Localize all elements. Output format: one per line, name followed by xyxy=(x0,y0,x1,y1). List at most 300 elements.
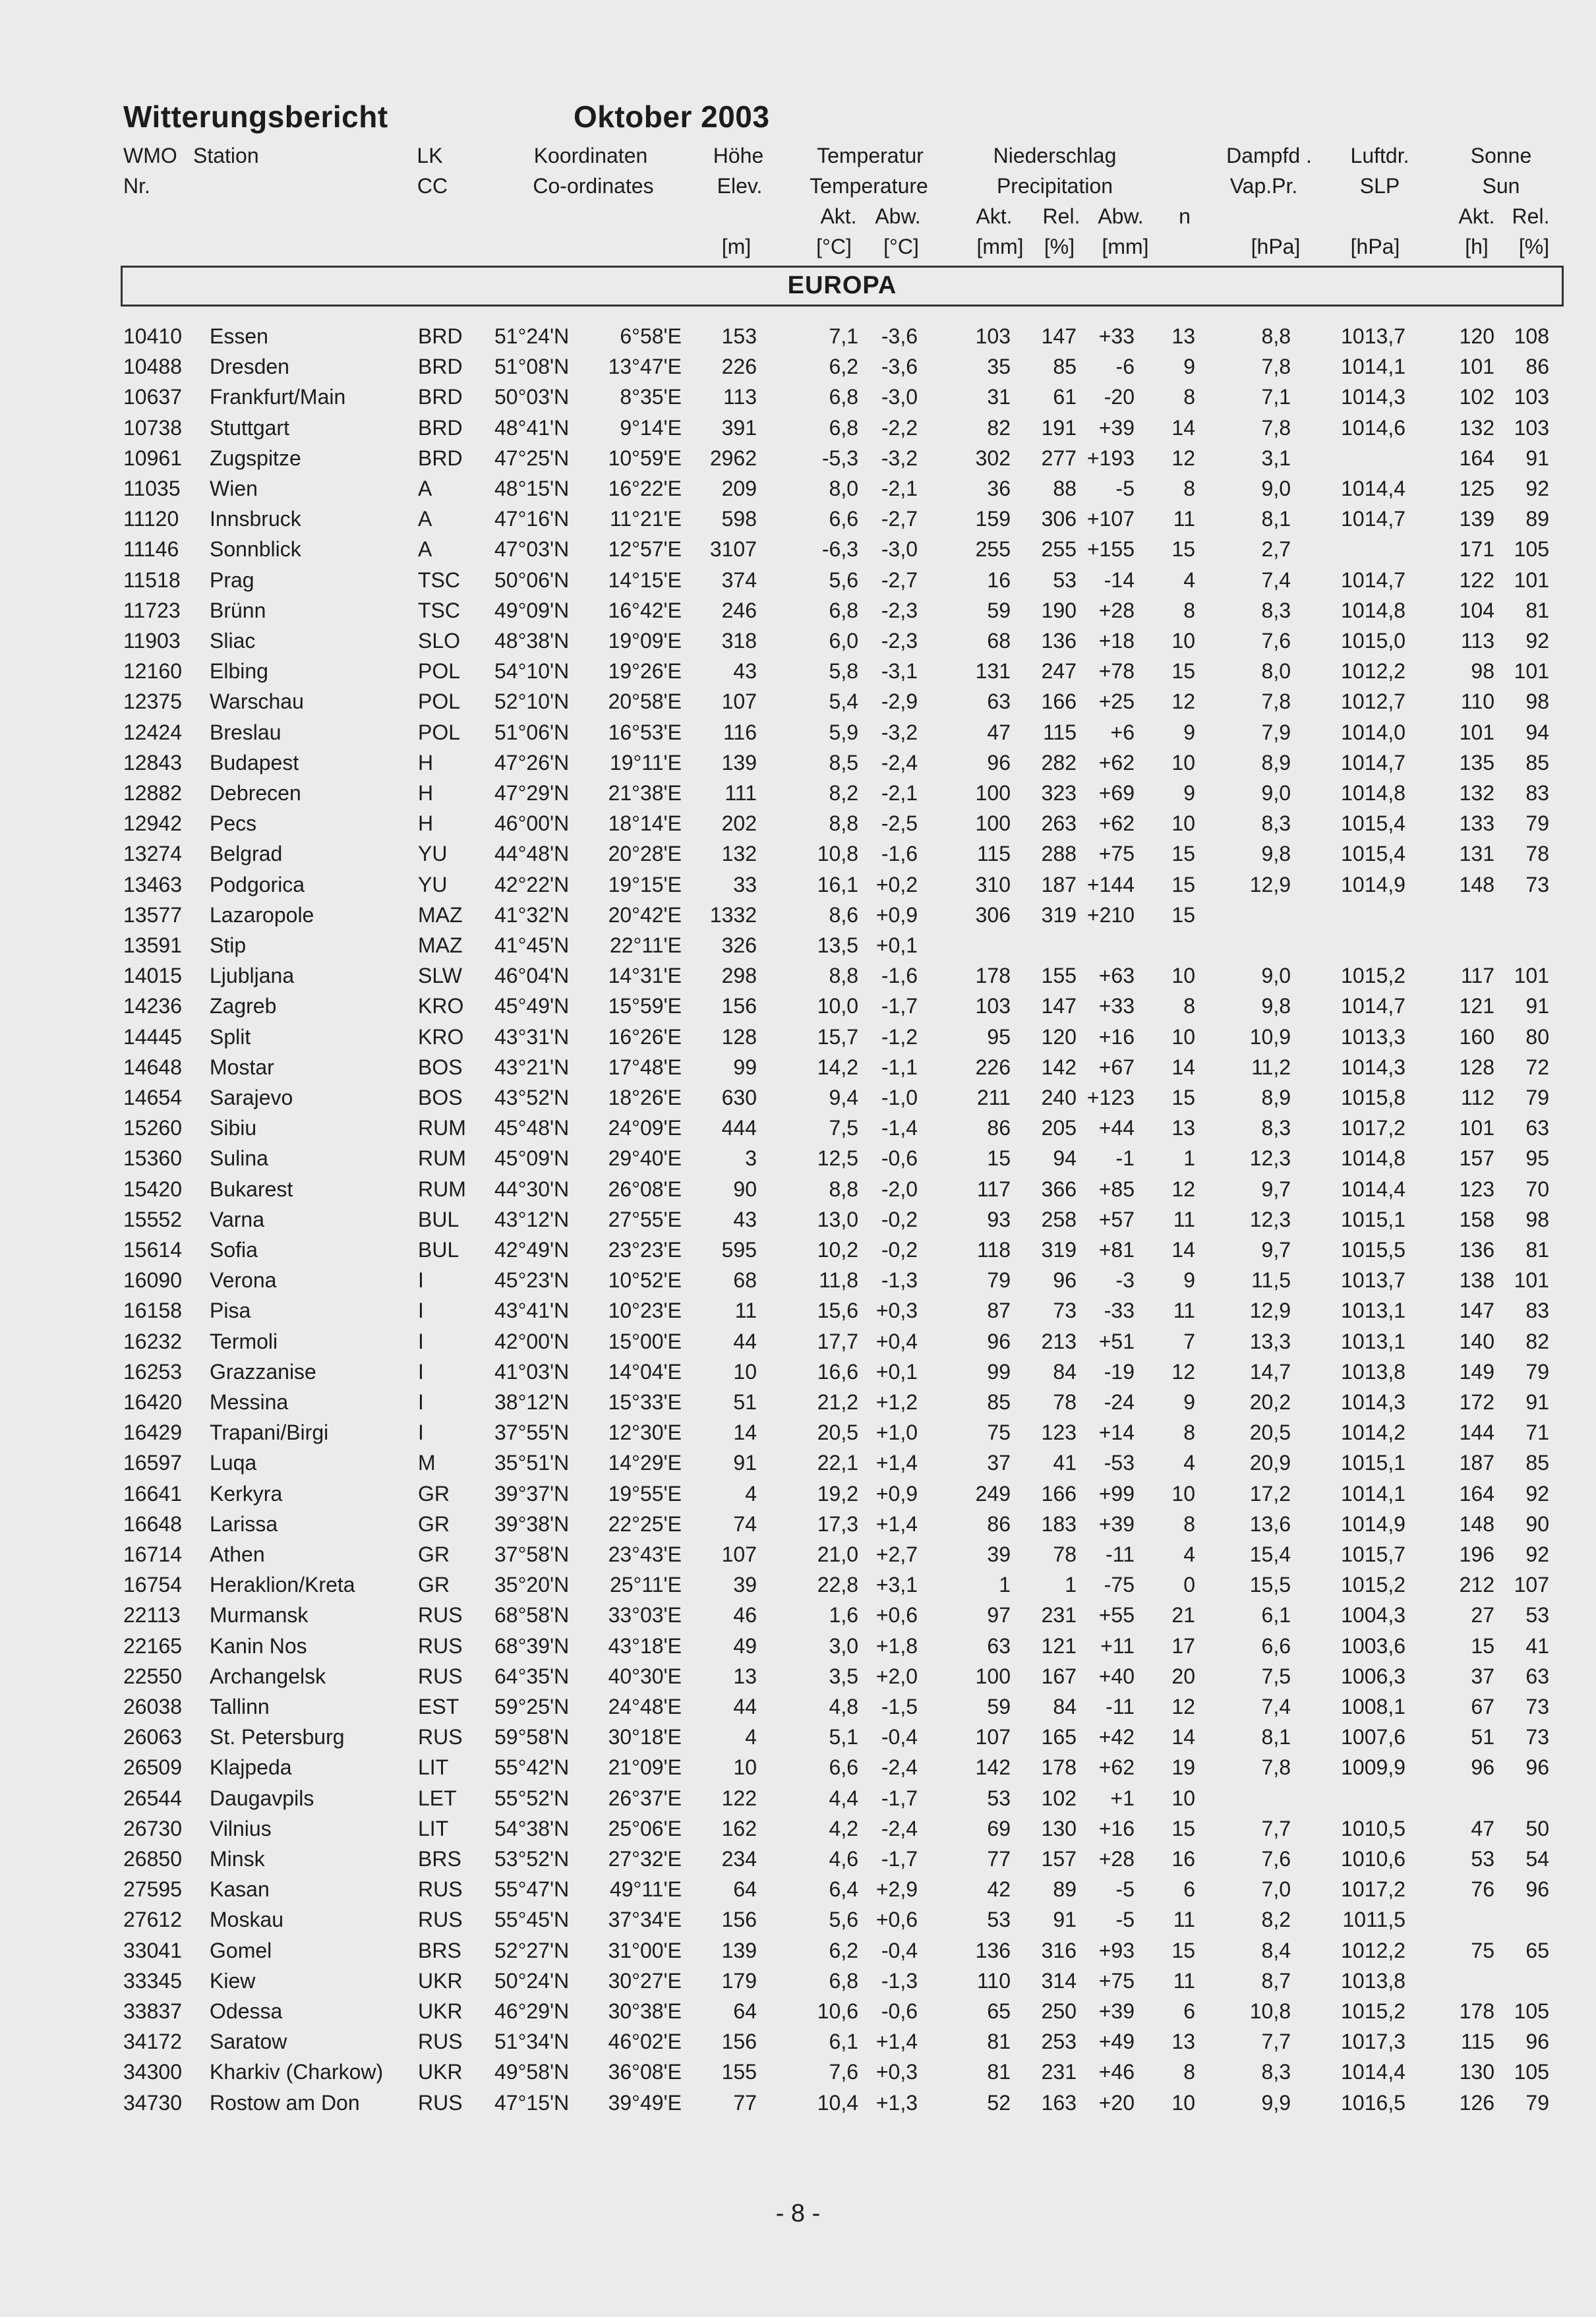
cell-elev: 74 xyxy=(733,1511,757,1536)
cell-prec-abw: +42 xyxy=(1098,1725,1135,1749)
cell-vap-pr: 11,2 xyxy=(1251,1055,1291,1079)
cell-slp: 1014,7 xyxy=(1341,507,1405,531)
cell-sun-rel: 92 xyxy=(1525,1481,1549,1506)
table-row xyxy=(0,1208,1596,1238)
cell-prec-n: 11 xyxy=(1173,1968,1195,1993)
unit-temp-abw: [°C] xyxy=(883,235,919,258)
cell-lat: 55°42'N xyxy=(494,1755,570,1780)
cell-temp-abw: -0,6 xyxy=(881,1146,918,1171)
cell-sun-akt: 75 xyxy=(1471,1938,1494,1962)
cell-sun-rel: 103 xyxy=(1514,415,1549,440)
cell-lk: H xyxy=(418,750,434,775)
cell-wmo-nr: 33041 xyxy=(123,1938,182,1962)
cell-wmo-nr: 16641 xyxy=(123,1481,182,1506)
cell-prec-abw: +16 xyxy=(1098,1816,1135,1840)
cell-sun-akt: 160 xyxy=(1459,1024,1494,1049)
unit-sun-akt: [h] xyxy=(1465,235,1489,258)
cell-prec-abw: +1 xyxy=(1110,1786,1135,1810)
cell-station: Kharkiv (Charkow) xyxy=(210,2060,384,2084)
cell-prec-akt: 81 xyxy=(987,2030,1011,2054)
cell-prec-abw: -75 xyxy=(1104,1573,1135,1597)
cell-prec-abw: -5 xyxy=(1115,1877,1135,1902)
table-row xyxy=(0,324,1596,355)
unit-prec-akt: [mm] xyxy=(976,235,1024,258)
cell-vap-pr: 9,0 xyxy=(1261,477,1291,500)
table-row xyxy=(0,1238,1596,1268)
cell-prec-akt: 69 xyxy=(987,1816,1011,1840)
cell-vap-pr: 7,6 xyxy=(1261,629,1291,653)
cell-prec-n: 8 xyxy=(1183,1511,1195,1536)
cell-temp-akt: 11,8 xyxy=(819,1268,858,1293)
cell-elev: 11 xyxy=(734,1299,757,1323)
cell-vap-pr: 7,6 xyxy=(1261,1847,1291,1871)
table-row xyxy=(0,1786,1596,1817)
cell-prec-abw: +62 xyxy=(1098,811,1135,836)
cell-temp-abw: +1,2 xyxy=(875,1390,918,1414)
cell-prec-abw: +40 xyxy=(1098,1664,1135,1688)
cell-sun-rel: 91 xyxy=(1525,994,1549,1018)
cell-slp: 1015,4 xyxy=(1341,811,1405,836)
cell-sun-akt: 164 xyxy=(1459,446,1494,470)
cell-sun-rel: 98 xyxy=(1525,1207,1549,1231)
cell-prec-akt: 86 xyxy=(987,1511,1011,1536)
cell-lk: GR xyxy=(418,1511,450,1536)
cell-lon: 14°04'E xyxy=(608,1359,682,1384)
cell-temp-abw: -2,0 xyxy=(881,1177,918,1201)
cell-lon: 23°43'E xyxy=(608,1542,682,1566)
cell-lk: BUL xyxy=(418,1238,459,1262)
cell-lon: 24°09'E xyxy=(608,1116,682,1140)
cell-lat: 48°15'N xyxy=(494,477,570,500)
cell-slp: 1017,3 xyxy=(1341,2030,1405,2054)
cell-wmo-nr: 27612 xyxy=(123,1908,182,1932)
cell-sun-akt: 96 xyxy=(1471,1755,1494,1780)
cell-prec-n: 8 xyxy=(1183,385,1195,409)
cell-temp-abw: +1,8 xyxy=(875,1633,918,1658)
cell-prec-n: 15 xyxy=(1171,659,1195,684)
cell-sun-akt: 15 xyxy=(1471,1633,1494,1658)
cell-station: Saratow xyxy=(210,2030,287,2054)
cell-station: Essen xyxy=(210,324,268,348)
cell-prec-n: 21 xyxy=(1171,1603,1195,1628)
cell-wmo-nr: 14445 xyxy=(123,1024,182,1049)
cell-elev: 116 xyxy=(723,720,757,744)
cell-prec-n: 12 xyxy=(1171,1695,1195,1718)
cell-temp-akt: 4,8 xyxy=(829,1695,858,1718)
cell-elev: 77 xyxy=(733,2090,757,2115)
cell-prec-n: 10 xyxy=(1171,964,1195,988)
cell-sun-rel: 91 xyxy=(1525,446,1549,470)
cell-lat: 64°35'N xyxy=(494,1664,570,1688)
cell-station: Zagreb xyxy=(210,994,277,1018)
cell-vap-pr: 6,1 xyxy=(1261,1603,1291,1628)
cell-sun-rel: 86 xyxy=(1525,355,1549,379)
cell-prec-rel: 165 xyxy=(1041,1725,1077,1749)
cell-station: Kanin Nos xyxy=(210,1633,307,1658)
cell-lat: 43°12'N xyxy=(494,1207,570,1231)
cell-elev: 139 xyxy=(721,750,757,775)
cell-vap-pr: 7,8 xyxy=(1261,1755,1291,1780)
cell-elev: 91 xyxy=(733,1451,757,1475)
cell-slp: 1014,1 xyxy=(1341,355,1405,379)
cell-prec-rel: 84 xyxy=(1053,1695,1077,1718)
cell-prec-rel: 84 xyxy=(1053,1359,1077,1384)
cell-sun-akt: 112 xyxy=(1460,1086,1494,1109)
cell-station: Kasan xyxy=(210,1877,270,1902)
cell-slp: 1014,0 xyxy=(1341,720,1405,744)
cell-sun-akt: 101 xyxy=(1459,1116,1494,1140)
cell-prec-n: 15 xyxy=(1171,1938,1195,1962)
header-prec-akt: Akt. xyxy=(976,204,1013,228)
cell-wmo-nr: 14654 xyxy=(123,1086,182,1109)
cell-lat: 43°52'N xyxy=(494,1086,570,1109)
cell-prec-abw: -5 xyxy=(1115,477,1135,500)
cell-temp-akt: 6,8 xyxy=(829,598,858,622)
cell-temp-abw: -1,7 xyxy=(881,1847,918,1871)
cell-sun-rel: 41 xyxy=(1525,1633,1549,1658)
cell-prec-akt: 117 xyxy=(976,1177,1011,1201)
unit-prec-rel: [%] xyxy=(1044,235,1075,258)
cell-temp-akt: -6,3 xyxy=(821,537,858,562)
cell-lon: 33°03'E xyxy=(608,1603,682,1628)
cell-vap-pr: 8,9 xyxy=(1261,750,1291,775)
cell-lon: 20°28'E xyxy=(608,842,682,866)
cell-temp-abw: +0,6 xyxy=(875,1908,918,1932)
cell-lat: 35°20'N xyxy=(494,1573,570,1597)
cell-lk: GR xyxy=(418,1542,450,1566)
cell-prec-abw: +57 xyxy=(1098,1207,1135,1231)
cell-sun-rel: 101 xyxy=(1514,568,1549,592)
cell-temp-akt: 4,2 xyxy=(829,1816,858,1840)
header-temp-abw: Abw. xyxy=(875,204,921,228)
cell-sun-rel: 95 xyxy=(1525,1146,1549,1171)
cell-prec-abw: -14 xyxy=(1104,568,1135,592)
cell-vap-pr: 11,5 xyxy=(1251,1268,1291,1293)
cell-lat: 43°21'N xyxy=(494,1055,570,1079)
cell-lon: 25°11'E xyxy=(609,1573,682,1597)
cell-prec-abw: +14 xyxy=(1098,1421,1135,1445)
table-row xyxy=(0,933,1596,964)
cell-prec-rel: 240 xyxy=(1041,1086,1077,1109)
cell-station: Gomel xyxy=(210,1938,272,1962)
table-row xyxy=(0,1177,1596,1208)
cell-temp-akt: 6,2 xyxy=(829,1938,858,1962)
table-row xyxy=(0,446,1596,477)
cell-station: Innsbruck xyxy=(210,507,301,531)
cell-lon: 25°06'E xyxy=(608,1816,682,1840)
cell-slp: 1011,5 xyxy=(1342,1908,1405,1932)
cell-prec-rel: 323 xyxy=(1041,781,1077,805)
cell-prec-akt: 96 xyxy=(987,750,1011,775)
cell-prec-akt: 99 xyxy=(987,1359,1011,1384)
cell-lat: 52°10'N xyxy=(494,689,570,714)
cell-lat: 39°38'N xyxy=(494,1511,570,1536)
cell-temp-akt: 19,2 xyxy=(817,1481,858,1506)
cell-prec-rel: 1 xyxy=(1065,1573,1077,1597)
cell-lat: 48°38'N xyxy=(494,629,570,653)
cell-temp-abw: -2,7 xyxy=(881,568,918,592)
cell-vap-pr: 7,5 xyxy=(1261,1664,1291,1688)
cell-lk: MAZ xyxy=(418,933,463,957)
cell-prec-akt: 35 xyxy=(987,355,1011,379)
cell-elev: 13 xyxy=(733,1664,757,1688)
cell-prec-n: 14 xyxy=(1171,415,1195,440)
cell-prec-akt: 59 xyxy=(987,1695,1011,1718)
cell-elev: 209 xyxy=(721,477,757,500)
cell-lk: RUS xyxy=(418,1603,463,1628)
cell-temp-akt: 22,1 xyxy=(817,1451,858,1475)
cell-sun-akt: 51 xyxy=(1471,1725,1494,1749)
cell-prec-rel: 166 xyxy=(1041,1481,1077,1506)
cell-elev: 234 xyxy=(721,1847,757,1871)
cell-elev: 4 xyxy=(745,1725,757,1749)
cell-elev: 3 xyxy=(745,1146,757,1171)
cell-wmo-nr: 34730 xyxy=(123,2090,182,2115)
cell-lon: 15°00'E xyxy=(608,1329,682,1353)
cell-wmo-nr: 14015 xyxy=(123,964,182,988)
cell-temp-abw: -2,1 xyxy=(881,477,918,500)
cell-temp-akt: 8,0 xyxy=(829,477,858,500)
cell-lat: 39°37'N xyxy=(494,1481,570,1506)
cell-slp: 1014,3 xyxy=(1341,385,1405,409)
cell-wmo-nr: 27595 xyxy=(123,1877,182,1902)
cell-temp-akt: 17,3 xyxy=(817,1511,858,1536)
cell-sun-akt: 67 xyxy=(1471,1695,1494,1718)
cell-wmo-nr: 10488 xyxy=(123,355,182,379)
cell-slp: 1014,8 xyxy=(1341,1146,1405,1171)
cell-temp-abw: -0,2 xyxy=(881,1238,918,1262)
cell-prec-akt: 255 xyxy=(975,537,1011,562)
cell-slp: 1016,5 xyxy=(1341,2090,1405,2115)
cell-lon: 39°49'E xyxy=(608,2090,682,2115)
cell-wmo-nr: 16232 xyxy=(123,1329,182,1353)
cell-lk: I xyxy=(418,1299,424,1323)
cell-prec-rel: 253 xyxy=(1041,2030,1077,2054)
cell-sun-rel: 101 xyxy=(1514,1268,1549,1293)
cell-prec-abw: +155 xyxy=(1086,537,1135,562)
cell-lk: A xyxy=(418,537,432,562)
cell-wmo-nr: 15614 xyxy=(123,1238,182,1262)
cell-slp: 1015,8 xyxy=(1341,1086,1405,1109)
cell-temp-abw: -2,4 xyxy=(881,750,918,775)
cell-wmo-nr: 26730 xyxy=(123,1816,182,1840)
cell-prec-abw: +39 xyxy=(1098,1511,1135,1536)
cell-elev: 391 xyxy=(721,415,757,440)
unit-prec-abw: [mm] xyxy=(1102,235,1149,258)
cell-station: Dresden xyxy=(210,355,289,379)
cell-sun-rel: 80 xyxy=(1525,1024,1549,1049)
cell-slp: 1014,2 xyxy=(1341,1421,1405,1445)
cell-wmo-nr: 14648 xyxy=(123,1055,182,1079)
cell-lon: 36°08'E xyxy=(608,2060,682,2084)
cell-wmo-nr: 12882 xyxy=(123,781,182,805)
cell-sun-akt: 131 xyxy=(1459,842,1494,866)
cell-sun-rel: 92 xyxy=(1525,477,1549,500)
cell-vap-pr: 20,2 xyxy=(1249,1390,1291,1414)
cell-wmo-nr: 12843 xyxy=(123,750,182,775)
cell-prec-akt: 39 xyxy=(987,1542,1011,1566)
cell-lat: 43°41'N xyxy=(494,1299,570,1323)
cell-temp-abw: -1,7 xyxy=(881,994,918,1018)
cell-vap-pr: 7,7 xyxy=(1261,2030,1291,2054)
cell-prec-rel: 115 xyxy=(1042,720,1077,744)
cell-vap-pr: 8,8 xyxy=(1261,324,1291,348)
cell-lon: 29°40'E xyxy=(608,1146,682,1171)
cell-sun-rel: 81 xyxy=(1525,1238,1549,1262)
cell-slp: 1014,3 xyxy=(1341,1390,1405,1414)
report-month: Oktober 2003 xyxy=(574,100,770,134)
cell-vap-pr: 8,0 xyxy=(1261,659,1291,684)
cell-prec-abw: -3 xyxy=(1115,1268,1135,1293)
table-row xyxy=(0,1969,1596,1999)
cell-prec-akt: 97 xyxy=(987,1603,1011,1628)
cell-elev: 2962 xyxy=(709,446,757,470)
cell-slp: 1014,8 xyxy=(1341,781,1405,805)
cell-lat: 49°58'N xyxy=(494,2060,570,2084)
cell-vap-pr: 15,5 xyxy=(1249,1573,1291,1597)
cell-sun-akt: 101 xyxy=(1459,355,1494,379)
cell-station: Stip xyxy=(210,933,247,957)
cell-lon: 16°26'E xyxy=(608,1024,682,1049)
cell-prec-abw: +33 xyxy=(1098,324,1135,348)
cell-wmo-nr: 11035 xyxy=(123,477,181,500)
cell-slp: 1015,1 xyxy=(1341,1207,1405,1231)
cell-wmo-nr: 13463 xyxy=(123,872,182,896)
cell-station: Ljubljana xyxy=(210,964,295,988)
cell-temp-akt: 4,6 xyxy=(829,1847,858,1871)
cell-elev: 226 xyxy=(721,355,757,379)
table-row xyxy=(0,1603,1596,1633)
cell-prec-abw: -6 xyxy=(1115,355,1135,379)
cell-temp-akt: 13,5 xyxy=(817,933,858,957)
section-header-box xyxy=(121,266,1564,307)
cell-wmo-nr: 12160 xyxy=(123,659,182,684)
cell-temp-akt: 6,8 xyxy=(829,1968,858,1993)
cell-temp-akt: 20,5 xyxy=(817,1421,858,1445)
cell-lon: 6°58'E xyxy=(620,324,682,348)
cell-prec-abw: -11 xyxy=(1106,1542,1135,1566)
cell-sun-akt: 140 xyxy=(1459,1329,1494,1353)
cell-station: Trapani/Birgi xyxy=(210,1421,329,1445)
cell-lk: KRO xyxy=(418,1024,464,1049)
cell-temp-akt: 3,0 xyxy=(829,1633,858,1658)
cell-sun-akt: 117 xyxy=(1460,964,1494,988)
cell-temp-abw: -3,1 xyxy=(881,659,918,684)
cell-station: Daugavpils xyxy=(210,1786,314,1810)
header-hoehe: Höhe xyxy=(713,144,764,167)
cell-lk: MAZ xyxy=(418,902,463,927)
cell-lon: 11°21'E xyxy=(609,507,682,531)
cell-elev: 156 xyxy=(721,994,757,1018)
cell-prec-n: 10 xyxy=(1171,1024,1195,1049)
cell-temp-abw: -2,3 xyxy=(881,629,918,653)
cell-lon: 14°15'E xyxy=(608,568,682,592)
cell-lk: RUS xyxy=(418,1664,463,1688)
cell-elev: 113 xyxy=(723,385,757,409)
cell-lat: 68°58'N xyxy=(494,1603,570,1628)
cell-sun-rel: 90 xyxy=(1525,1511,1549,1536)
cell-lat: 48°41'N xyxy=(494,415,570,440)
cell-prec-rel: 73 xyxy=(1053,1299,1077,1323)
cell-prec-n: 12 xyxy=(1171,1359,1195,1384)
cell-lk: RUS xyxy=(418,1633,463,1658)
cell-wmo-nr: 13591 xyxy=(123,933,182,957)
cell-lat: 68°39'N xyxy=(494,1633,570,1658)
cell-station: Klajpeda xyxy=(210,1755,292,1780)
cell-sun-rel: 107 xyxy=(1514,1573,1549,1597)
cell-sun-akt: 148 xyxy=(1459,872,1494,896)
cell-wmo-nr: 22165 xyxy=(123,1633,182,1658)
cell-temp-akt: 5,9 xyxy=(829,720,858,744)
cell-wmo-nr: 11146 xyxy=(123,537,179,562)
cell-vap-pr: 20,5 xyxy=(1249,1421,1291,1445)
cell-prec-abw: +67 xyxy=(1098,1055,1135,1079)
cell-prec-n: 8 xyxy=(1183,994,1195,1018)
cell-station: Sonnblick xyxy=(210,537,301,562)
cell-wmo-nr: 16429 xyxy=(123,1421,182,1445)
cell-temp-akt: 8,8 xyxy=(829,964,858,988)
cell-vap-pr: 20,9 xyxy=(1249,1451,1291,1475)
cell-slp: 1015,1 xyxy=(1341,1451,1405,1475)
cell-slp: 1017,2 xyxy=(1341,1877,1405,1902)
cell-temp-abw: -1,1 xyxy=(881,1055,918,1079)
cell-temp-akt: 8,8 xyxy=(829,1177,858,1201)
cell-sun-rel: 105 xyxy=(1514,2060,1549,2084)
cell-prec-rel: 263 xyxy=(1041,811,1077,836)
cell-sun-akt: 113 xyxy=(1460,629,1494,653)
cell-sun-rel: 65 xyxy=(1525,1938,1549,1962)
cell-lk: RUM xyxy=(418,1116,466,1140)
cell-sun-akt: 171 xyxy=(1459,537,1494,562)
cell-prec-n: 15 xyxy=(1171,1816,1195,1840)
cell-prec-rel: 88 xyxy=(1053,477,1077,500)
cell-station: Archangelsk xyxy=(210,1664,326,1688)
cell-prec-rel: 178 xyxy=(1041,1755,1077,1780)
cell-prec-rel: 255 xyxy=(1041,537,1077,562)
cell-lat: 42°22'N xyxy=(494,872,570,896)
cell-prec-n: 7 xyxy=(1183,1329,1195,1353)
header-koordinaten: Koordinaten xyxy=(533,144,648,167)
cell-vap-pr: 9,7 xyxy=(1261,1177,1291,1201)
cell-lk: TSC xyxy=(418,568,460,592)
cell-lat: 38°12'N xyxy=(494,1390,570,1414)
cell-lat: 41°32'N xyxy=(494,902,570,927)
cell-elev: 14 xyxy=(733,1421,757,1445)
cell-wmo-nr: 15552 xyxy=(123,1207,182,1231)
table-row xyxy=(0,873,1596,903)
cell-vap-pr: 8,3 xyxy=(1261,598,1291,622)
cell-prec-rel: 190 xyxy=(1041,598,1077,622)
cell-lk: POL xyxy=(418,659,461,684)
cell-elev: 4 xyxy=(745,1481,757,1506)
cell-sun-rel: 92 xyxy=(1525,629,1549,653)
cell-prec-rel: 157 xyxy=(1041,1847,1077,1871)
cell-temp-abw: +1,0 xyxy=(875,1421,918,1445)
table-row xyxy=(0,507,1596,537)
cell-lon: 22°25'E xyxy=(608,1511,682,1536)
cell-elev: 630 xyxy=(721,1086,757,1109)
cell-wmo-nr: 10738 xyxy=(123,415,182,440)
cell-station: Wien xyxy=(210,477,258,500)
cell-prec-rel: 121 xyxy=(1041,1633,1077,1658)
cell-prec-rel: 250 xyxy=(1041,1999,1077,2023)
cell-prec-n: 8 xyxy=(1183,1421,1195,1445)
cell-prec-akt: 107 xyxy=(975,1725,1011,1749)
cell-station: Frankfurt/Main xyxy=(210,385,346,409)
cell-station: Sibiu xyxy=(210,1116,257,1140)
cell-prec-abw: +99 xyxy=(1098,1481,1135,1506)
cell-sun-rel: 71 xyxy=(1525,1421,1549,1445)
